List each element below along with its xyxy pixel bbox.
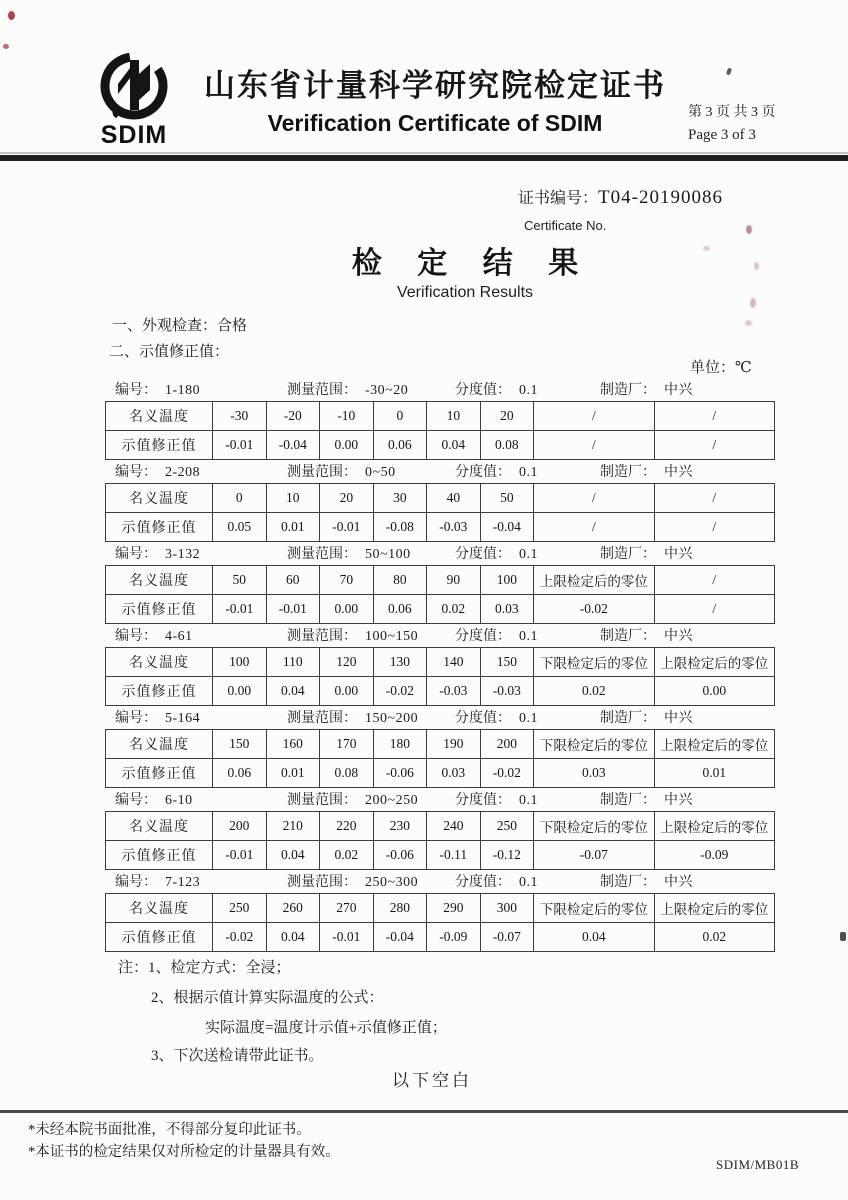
page-indicator-zh: 第 3 页 共 3 页 [688,105,776,120]
maker-field [600,625,693,645]
division-field [455,789,600,809]
division-value: 0.1 [519,547,538,562]
range-field [287,379,455,399]
range-value: 150~200 [365,711,419,726]
correction-cell: -0.03 [480,677,534,706]
meter-info-line [115,707,795,727]
maker-value: 中兴 [664,793,693,808]
nominal-temp-cell: 180 [373,730,427,759]
range-label: 测量范围： [287,711,357,726]
maker-field [600,379,693,399]
correction-cell: -0.02 [534,595,654,624]
nominal-temp-cell: 70 [320,566,374,595]
correction-cell: -0.01 [213,431,267,460]
correction-cell: 0.00 [654,677,774,706]
maker-label: 制造厂： [600,465,656,480]
range-field [287,461,455,481]
correction-cell: 0.01 [266,759,320,788]
nominal-temp-cell: 上限检定后的零位 [654,730,774,759]
maker-label: 制造厂： [600,875,656,890]
correction-row-label: 示值修正值 [106,841,213,870]
correction-table [105,893,775,952]
appearance-check-item: 一、外观检查：合格 [112,318,248,334]
maker-value: 中兴 [664,465,693,480]
nominal-temp-cell: 50 [480,484,534,513]
scan-artifact [3,44,9,49]
correction-cell: -0.02 [480,759,534,788]
nominal-temp-cell: 下限检定后的零位 [534,812,654,841]
nominal-temp-cell: 160 [266,730,320,759]
note-line-1 [118,956,291,977]
form-code: SDIM/MB01B [716,1157,800,1172]
maker-value: 中兴 [664,383,693,398]
correction-cell: 0.04 [427,431,481,460]
correction-cell: / [534,431,654,460]
correction-cell: 0.00 [320,595,374,624]
maker-field [600,789,693,809]
maker-field [600,543,693,563]
nominal-temp-cell: 220 [320,812,374,841]
nominal-temp-cell: 20 [480,402,534,431]
range-value: 100~150 [365,629,419,644]
nominal-temp-cell: 10 [266,484,320,513]
correction-row-label: 示值修正值 [106,677,213,706]
correction-cell: 0.02 [427,595,481,624]
range-label: 测量范围： [287,465,357,480]
nominal-temp-row [106,484,775,513]
nominal-temp-cell: 110 [266,648,320,677]
meter-no-field [115,461,287,481]
correction-cell: 0.08 [480,431,534,460]
nominal-temp-cell: 250 [213,894,267,923]
meter-no-value: 2-208 [165,465,201,480]
correction-row-label: 示值修正值 [106,595,213,624]
institute-title-zh: 山东省计量科学研究院检定证书 [204,68,666,103]
result-block [0,786,848,868]
nominal-temp-cell: 260 [266,894,320,923]
correction-cell: 0.03 [480,595,534,624]
correction-table [105,483,775,542]
division-label: 分度值： [455,793,511,808]
nominal-temp-cell: 210 [266,812,320,841]
nominal-temp-cell: -20 [266,402,320,431]
correction-row [106,841,775,870]
meter-no-label: 编号： [115,547,157,562]
range-field [287,707,455,727]
correction-cell: -0.06 [373,841,427,870]
nominal-temp-cell: 30 [373,484,427,513]
correction-cell: 0.08 [320,759,374,788]
range-value: 250~300 [365,875,419,890]
division-label: 分度值： [455,547,511,562]
unit-label: 单位：℃ [690,360,752,376]
correction-cell: -0.07 [534,841,654,870]
correction-cell: 0.03 [427,759,481,788]
meter-info-line [115,789,795,809]
correction-cell: -0.01 [320,923,374,952]
correction-row-label: 示值修正值 [106,759,213,788]
correction-row [106,677,775,706]
certificate-number-label-en: Certificate No. [524,218,607,233]
range-label: 测量范围： [287,629,357,644]
correction-cell: 0.00 [320,431,374,460]
nominal-temp-row [106,894,775,923]
institute-title-en: Verification Certificate of SDIM [267,110,603,136]
correction-cell: -0.08 [373,513,427,542]
maker-field [600,461,693,481]
note-1-text: 1、检定方式：全浸； [148,960,291,976]
correction-row [106,923,775,952]
nominal-temp-row-label: 名义温度 [106,484,213,513]
nominal-temp-cell: / [534,402,654,431]
correction-row-label: 示值修正值 [106,923,213,952]
svg-text:SDIM: SDIM [100,121,168,149]
nominal-temp-cell: -10 [320,402,374,431]
nominal-temp-cell: 190 [427,730,481,759]
nominal-temp-cell: 上限检定后的零位 [654,894,774,923]
range-field [287,543,455,563]
division-field [455,543,600,563]
result-block [0,540,848,622]
correction-row [106,431,775,460]
division-field [455,461,600,481]
division-value: 0.1 [519,465,538,480]
nominal-temp-cell: 200 [213,812,267,841]
nominal-temp-cell: 290 [427,894,481,923]
correction-row [106,513,775,542]
nominal-temp-cell: 上限检定后的零位 [654,812,774,841]
nominal-temp-row-label: 名义温度 [106,566,213,595]
nominal-temp-row [106,566,775,595]
correction-cell: -0.09 [654,841,774,870]
correction-row-label: 示值修正值 [106,513,213,542]
correction-table [105,647,775,706]
range-value: -30~20 [365,383,409,398]
nominal-temp-cell: 240 [427,812,481,841]
meter-no-field [115,871,287,891]
nominal-temp-cell: 80 [373,566,427,595]
scan-artifact [746,225,752,234]
division-field [455,871,600,891]
division-label: 分度值： [455,629,511,644]
correction-cell: / [534,513,654,542]
correction-cell: -0.04 [480,513,534,542]
division-value: 0.1 [519,793,538,808]
meter-no-field [115,625,287,645]
certificate-number-value: T04-20190086 [598,187,723,208]
nominal-temp-cell: 下限检定后的零位 [534,648,654,677]
footer-note-2: *本证书的检定结果仅对所检定的计量器具有效。 [28,1144,340,1160]
correction-cell: 0.04 [266,677,320,706]
nominal-temp-row-label: 名义温度 [106,402,213,431]
correction-cell: 0.00 [213,677,267,706]
nominal-temp-row-label: 名义温度 [106,730,213,759]
meter-no-value: 1-180 [165,383,201,398]
meter-info-line [115,543,795,563]
range-label: 测量范围： [287,875,357,890]
correction-cell: 0.06 [373,431,427,460]
result-block [0,622,848,704]
correction-table [105,729,775,788]
range-label: 测量范围： [287,383,357,398]
correction-cell: -0.04 [373,923,427,952]
header-divider-bar [0,155,848,161]
correction-cell: -0.04 [266,431,320,460]
maker-value: 中兴 [664,547,693,562]
nominal-temp-cell: 250 [480,812,534,841]
meter-no-label: 编号： [115,793,157,808]
nominal-temp-cell: 100 [213,648,267,677]
correction-cell: -0.07 [480,923,534,952]
certificate-number-line [518,185,723,209]
result-block [0,868,848,950]
correction-cell: 0.02 [534,677,654,706]
nominal-temp-cell: 上限检定后的零位 [654,648,774,677]
results-heading-en: Verification Results [396,284,534,301]
range-field [287,789,455,809]
nominal-temp-cell: 230 [373,812,427,841]
correction-cell: -0.06 [373,759,427,788]
meter-no-value: 3-132 [165,547,201,562]
range-value: 0~50 [365,465,396,480]
nominal-temp-cell: 300 [480,894,534,923]
division-label: 分度值： [455,465,511,480]
note-line-2: 2、根据示值计算实际温度的公式： [151,990,384,1006]
nominal-temp-row [106,812,775,841]
meter-no-field [115,707,287,727]
meter-no-field [115,379,287,399]
correction-cell: 0.06 [213,759,267,788]
correction-cell: -0.02 [373,677,427,706]
nominal-temp-cell: 40 [427,484,481,513]
maker-label: 制造厂： [600,547,656,562]
meter-no-label: 编号： [115,629,157,644]
correction-cell: -0.01 [320,513,374,542]
correction-cell: 0.04 [534,923,654,952]
range-label: 测量范围： [287,547,357,562]
meter-no-value: 5-164 [165,711,201,726]
meter-no-label: 编号： [115,711,157,726]
division-value: 0.1 [519,711,538,726]
nominal-temp-cell: 0 [213,484,267,513]
nominal-temp-cell: 下限检定后的零位 [534,730,654,759]
nominal-temp-cell: 280 [373,894,427,923]
meter-info-line [115,379,795,399]
nominal-temp-cell: / [654,484,774,513]
correction-cell: 0.06 [373,595,427,624]
sdim-logo-icon [80,50,188,150]
nominal-temp-cell: 130 [373,648,427,677]
nominal-temp-cell: 100 [480,566,534,595]
correction-cell: / [654,431,774,460]
range-value: 50~100 [365,547,411,562]
meter-no-value: 6-10 [165,793,193,808]
result-block [0,704,848,786]
nominal-temp-row-label: 名义温度 [106,648,213,677]
nominal-temp-cell: 下限检定后的零位 [534,894,654,923]
range-label: 测量范围： [287,793,357,808]
nominal-temp-row-label: 名义温度 [106,894,213,923]
correction-row [106,759,775,788]
range-field [287,871,455,891]
nominal-temp-cell: 150 [213,730,267,759]
page-indicator-en: Page 3 of 3 [688,127,756,143]
maker-label: 制造厂： [600,711,656,726]
meter-no-label: 编号： [115,465,157,480]
range-value: 200~250 [365,793,419,808]
scan-artifact [745,320,752,326]
maker-label: 制造厂： [600,793,656,808]
nominal-temp-cell: / [654,402,774,431]
correction-cell: 0.02 [654,923,774,952]
nominal-temp-row [106,402,775,431]
meter-no-label: 编号： [115,875,157,890]
correction-cell: 0.05 [213,513,267,542]
maker-label: 制造厂： [600,383,656,398]
page-indicator [688,101,838,147]
division-label: 分度值： [455,383,511,398]
nominal-temp-cell: 200 [480,730,534,759]
correction-cell: -0.01 [213,595,267,624]
correction-item: 二、示值修正值： [109,344,230,360]
correction-cell: -0.12 [480,841,534,870]
meter-no-value: 4-61 [165,629,193,644]
nominal-temp-cell: 0 [373,402,427,431]
result-block [0,376,848,458]
correction-cell: -0.03 [427,513,481,542]
correction-cell: 0.02 [320,841,374,870]
meter-info-line [115,871,795,891]
nominal-temp-cell: / [654,566,774,595]
correction-table [105,401,775,460]
division-label: 分度值： [455,711,511,726]
nominal-temp-row [106,648,775,677]
nominal-temp-cell: 50 [213,566,267,595]
scan-artifact [8,11,15,20]
nominal-temp-cell: 150 [480,648,534,677]
correction-cell: 0.01 [654,759,774,788]
correction-cell: -0.02 [213,923,267,952]
division-value: 0.1 [519,383,538,398]
division-field [455,379,600,399]
division-field [455,625,600,645]
meter-no-field [115,543,287,563]
division-value: 0.1 [519,629,538,644]
division-value: 0.1 [519,875,538,890]
maker-value: 中兴 [664,711,693,726]
meter-no-value: 7-123 [165,875,201,890]
correction-row [106,595,775,624]
correction-table [105,565,775,624]
note-line-3: 3、下次送检请带此证书。 [151,1048,324,1064]
correction-table [105,811,775,870]
meter-no-field [115,789,287,809]
maker-field [600,707,693,727]
nominal-temp-cell: / [534,484,654,513]
correction-cell: / [654,595,774,624]
meter-info-line [115,461,795,481]
maker-label: 制造厂： [600,629,656,644]
nominal-temp-cell: 270 [320,894,374,923]
note-label: 注： [118,960,149,976]
footer-note-1: *未经本院书面批准，不得部分复印此证书。 [28,1122,311,1138]
result-tables [0,376,848,950]
nominal-temp-cell: 10 [427,402,481,431]
nominal-temp-cell: -30 [213,402,267,431]
scan-artifact [726,68,732,76]
nominal-temp-cell: 上限检定后的零位 [534,566,654,595]
correction-cell: -0.09 [427,923,481,952]
maker-field [600,871,693,891]
correction-cell: -0.03 [427,677,481,706]
division-field [455,707,600,727]
blank-below-mark: 以下空白 [392,1071,472,1090]
result-block [0,458,848,540]
meter-info-line [115,625,795,645]
correction-cell: 0.03 [534,759,654,788]
correction-row-label: 示值修正值 [106,431,213,460]
nominal-temp-row-label: 名义温度 [106,812,213,841]
nominal-temp-cell: 170 [320,730,374,759]
correction-cell: 0.04 [266,841,320,870]
meter-no-label: 编号： [115,383,157,398]
correction-cell: -0.01 [266,595,320,624]
correction-cell: 0.04 [266,923,320,952]
certificate-number-label: 证书编号： [518,190,599,207]
nominal-temp-cell: 140 [427,648,481,677]
nominal-temp-cell: 60 [266,566,320,595]
correction-cell: / [654,513,774,542]
nominal-temp-cell: 120 [320,648,374,677]
correction-cell: -0.01 [213,841,267,870]
sdim-logo [74,50,194,152]
nominal-temp-row [106,730,775,759]
note-formula: 实际温度=温度计示值+示值修正值； [205,1020,447,1036]
correction-cell: 0.00 [320,677,374,706]
correction-cell: -0.11 [427,841,481,870]
nominal-temp-cell: 20 [320,484,374,513]
nominal-temp-cell: 90 [427,566,481,595]
results-heading-zh: 检 定 结 果 [351,247,593,280]
maker-value: 中兴 [664,875,693,890]
footer-divider-bar [0,1110,848,1113]
correction-cell: 0.01 [266,513,320,542]
division-label: 分度值： [455,875,511,890]
maker-value: 中兴 [664,629,693,644]
range-field [287,625,455,645]
